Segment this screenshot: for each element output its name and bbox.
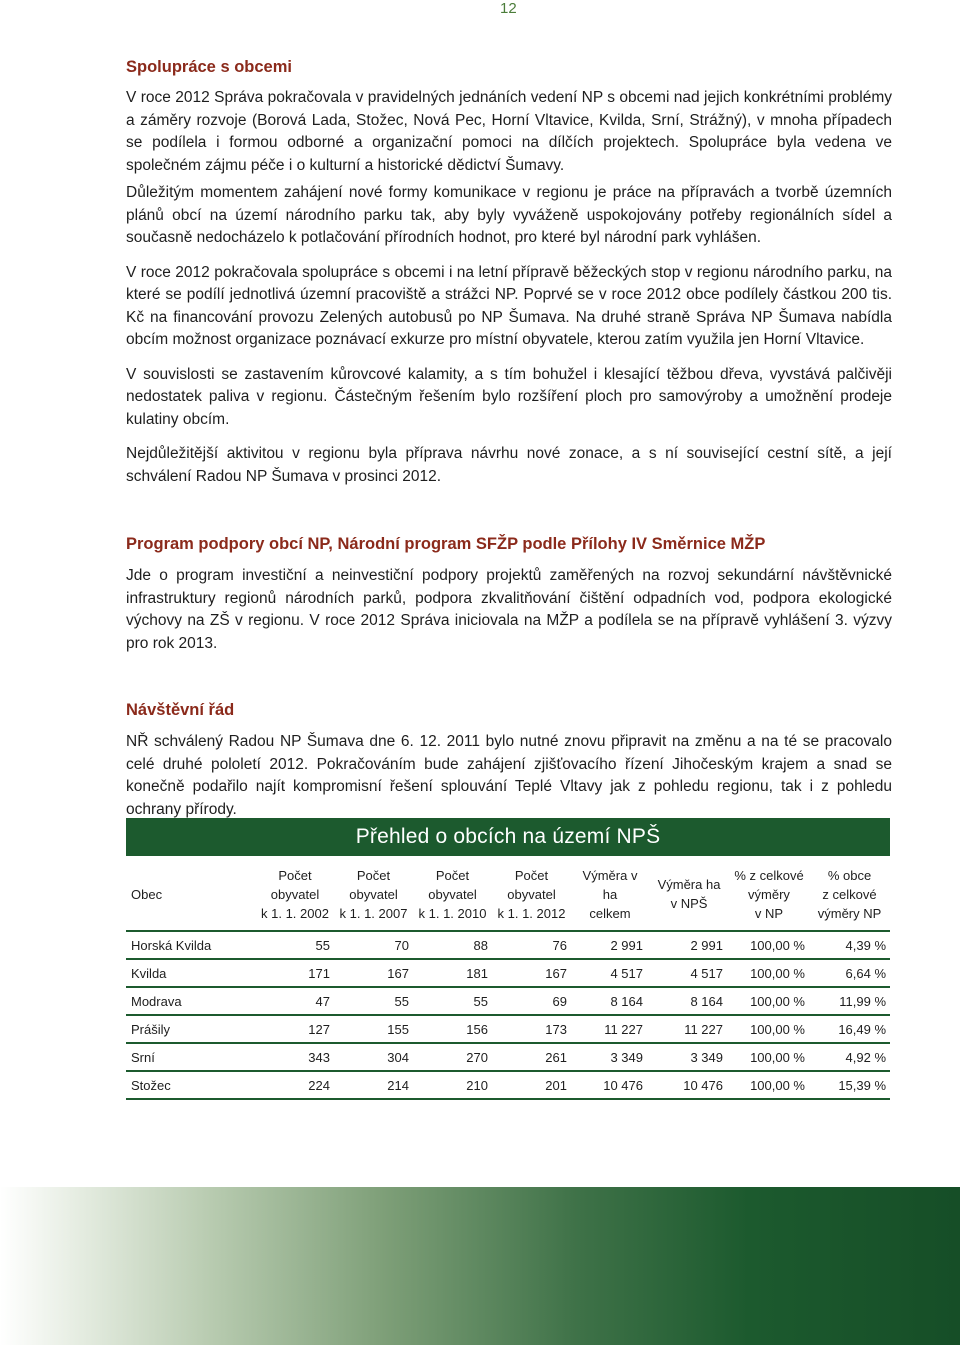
- footer-gradient-band: [0, 1187, 960, 1345]
- header-line: obyvatel: [507, 886, 556, 902]
- cell-area-nps: 10 476: [649, 1071, 729, 1099]
- header-line: Počet: [435, 867, 470, 883]
- municipalities-table-container: [126, 818, 890, 1093]
- header-pop-2010: [413, 857, 492, 931]
- header-line: obyvatel: [270, 886, 320, 902]
- cell-pop-2010: 156: [413, 1015, 492, 1043]
- cell-pop-2012: 201: [492, 1071, 571, 1099]
- cell-area-nps: 3 349: [649, 1043, 729, 1071]
- header-line: k 1. 1. 2010: [418, 905, 487, 921]
- cooperation-paragraph: Důležitým momentem zahájení nové formy komunikace v regionu je práce na přípravách a tvorbě územních plánů obcí na území národního parku tak, aby byly vyváženě uspokojovány potřeby regionálních sídel a současně nedocházelo k potlačování přírodních hodnot, pro které byl národní park vyhlášen.: [126, 184, 892, 246]
- table-row: [126, 1043, 890, 1071]
- cell-area-total: 3 349: [571, 1043, 649, 1071]
- cell-pop-2002: 127: [256, 1015, 334, 1043]
- section-title-program: Program podpory obcí NP, Národní program SFŽP podle Přílohy IV Směrnice MŽP: [126, 535, 766, 553]
- cell-area-nps: 2 991: [649, 931, 729, 959]
- header-line: Počet: [356, 867, 391, 883]
- header-pop-2012: [492, 857, 571, 931]
- cell-pct-area: 100,00 %: [729, 1071, 809, 1099]
- cell-area-nps: 11 227: [649, 1015, 729, 1043]
- cell-pop-2002: 47: [256, 987, 334, 1015]
- header-line: Počet: [514, 867, 549, 883]
- cell-pop-2012: 69: [492, 987, 571, 1015]
- header-pct-np: [809, 857, 890, 931]
- table-row: [126, 1071, 890, 1099]
- cell-pop-2012: 167: [492, 959, 571, 987]
- cell-area-total: 11 227: [571, 1015, 649, 1043]
- cell-pct-np: 16,49 %: [809, 1015, 890, 1043]
- table-row: [126, 987, 890, 1015]
- cell-pop-2007: 214: [334, 1071, 413, 1099]
- cell-pct-np: 4,92 %: [809, 1043, 890, 1071]
- cell-pop-2007: 70: [334, 931, 413, 959]
- cell-obec: Modrava: [126, 987, 256, 1015]
- cell-pct-area: 100,00 %: [729, 987, 809, 1015]
- header-line: výměry: [748, 886, 790, 902]
- cell-obec: Stožec: [126, 1071, 256, 1099]
- cell-pop-2002: 55: [256, 931, 334, 959]
- cell-pop-2007: 55: [334, 987, 413, 1015]
- cell-pct-area: 100,00 %: [729, 1015, 809, 1043]
- cell-pop-2012: 76: [492, 931, 571, 959]
- cell-obec: Prášily: [126, 1015, 256, 1043]
- header-pct-area: [729, 857, 809, 931]
- section-title-cooperation: Spolupráce s obcemi: [126, 58, 292, 76]
- cell-pct-area: 100,00 %: [729, 931, 809, 959]
- header-area-total: [571, 857, 649, 931]
- header-line: v NP: [754, 905, 784, 921]
- cell-obec: Kvilda: [126, 959, 256, 987]
- header-line: Počet: [278, 867, 312, 883]
- header-line: k 1. 1. 2012: [497, 905, 566, 921]
- cell-pct-area: 100,00 %: [729, 1043, 809, 1071]
- cell-pct-np: 15,39 %: [809, 1071, 890, 1099]
- cell-pop-2010: 88: [413, 931, 492, 959]
- cell-pop-2007: 304: [334, 1043, 413, 1071]
- cell-area-total: 2 991: [571, 931, 649, 959]
- cell-pop-2012: 173: [492, 1015, 571, 1043]
- cell-area-total: 4 517: [571, 959, 649, 987]
- cell-pct-np: 11,99 %: [809, 987, 890, 1015]
- main-content: [126, 58, 892, 821]
- cell-pop-2012: 261: [492, 1043, 571, 1071]
- header-obec: Obec: [126, 857, 256, 931]
- table-row: [126, 1015, 890, 1043]
- cell-pct-np: 6,64 %: [809, 959, 890, 987]
- page-number: 12: [500, 0, 517, 17]
- header-pop-2007: [334, 857, 413, 931]
- header-line: k 1. 1. 2002: [261, 905, 329, 921]
- header-line: v NPŠ: [670, 896, 708, 911]
- cell-pct-np: 4,39 %: [809, 931, 890, 959]
- cell-obec: Srní: [126, 1043, 256, 1071]
- cooperation-paragraph: V roce 2012 Správa pokračovala v pravidelných jednáních vedení NP s obcemi nad jejich konkrétními problémy a záměry rozvoje (Borová Lada, Stožec, Nová Pec, Horní Vltavice, Kvilda, Srní, Strážný), v mnoha případech se podílela i formou odborné a organizační pomoci na dílčích projektech. Spolupráce byla vedena ve společném zájmu péče i o kulturní a historické dědictví Šumavy.: [126, 89, 892, 174]
- table-row: [126, 959, 890, 987]
- visit-rules-paragraph: NŘ schválený Radou NP Šumava dne 6. 12. 2011 bylo nutné znovu připravit na změnu a na té se pracovalo celé druhé pololetí 2012. Pokračováním bude zahájení zjišťovacího řízení Jihočeským krajem a snad se konečně podařilo najít kompromisní řešení splouvání Teplé Vltavy jak z pohledu regionu, tak i z pohledu ochrany přírody.: [126, 733, 892, 818]
- header-line: % z celkové: [734, 867, 804, 883]
- header-line: celkem: [589, 905, 631, 921]
- header-line: % obce: [827, 867, 872, 883]
- cell-pop-2007: 155: [334, 1015, 413, 1043]
- cell-pop-2007: 167: [334, 959, 413, 987]
- cell-obec: Horská Kvilda: [126, 931, 256, 959]
- section-title-visit-rules: Návštěvní řád: [126, 701, 235, 719]
- cooperation-paragraph: V souvislosti se zastavením kůrovcové kalamity, a s tím bohužel i klesající těžbou dřeva, vyvstává palčivěji nedostatek paliva v regionu. Částečným řešením bylo rozšíření ploch pro samovýroby a umožnění prodeje kulatiny obcím.: [126, 365, 892, 428]
- cell-pop-2002: 171: [256, 959, 334, 987]
- cell-pop-2002: 224: [256, 1071, 334, 1099]
- table-row: [126, 931, 890, 959]
- header-line: obyvatel: [428, 886, 477, 902]
- municipalities-table: [126, 818, 890, 1100]
- cell-pct-area: 100,00 %: [729, 959, 809, 987]
- cell-pop-2010: 210: [413, 1071, 492, 1099]
- header-line: Výměra ha: [657, 877, 721, 892]
- cell-pop-2002: 343: [256, 1043, 334, 1071]
- cell-area-nps: 8 164: [649, 987, 729, 1015]
- header-line: z celkové: [822, 886, 877, 902]
- cooperation-paragraph: V roce 2012 pokračovala spolupráce s obcemi i na letní přípravě běžeckých stop v regionu národního parku, na které se podílí jednotlivá územní pracoviště a strážci NP. Poprvé se v roce 2012 obce podílely částkou 200 tis. Kč na financování provozu Zelených autobusů po NP Šumava. Na druhé straně Správa NP Šumava nabídla obcím možnost organizace poznávací exkurze pro místní obyvatele, kterou zatím využila jen Horní Vltavice.: [126, 263, 892, 348]
- cell-area-total: 8 164: [571, 987, 649, 1015]
- header-pop-2002: [256, 857, 334, 931]
- header-area-nps: [649, 857, 729, 931]
- header-line: obyvatel: [349, 886, 398, 902]
- cell-pop-2010: 270: [413, 1043, 492, 1071]
- cell-area-nps: 4 517: [649, 959, 729, 987]
- header-line: Výměra v ha: [582, 867, 638, 902]
- table-header-row: [126, 857, 890, 931]
- cell-pop-2010: 55: [413, 987, 492, 1015]
- cooperation-paragraph: Nejdůležitější aktivitou v regionu byla příprava návrhu nové zonace, a s ní související cestní sítě, a její schválení Radou NP Šumava v prosinci 2012.: [126, 445, 892, 485]
- cell-pop-2010: 181: [413, 959, 492, 987]
- table-title: Přehled o obcích na území NPŠ: [126, 818, 890, 857]
- program-paragraph: Jde o program investiční a neinvestiční podpory projektů zaměřených na rozvoj sekundární návštěvnické infrastruktury regionů národních parků, podpora zkvalitňování čištění odpadních vod, podpora ekologické výchovy na ZŠ v regionu. V roce 2012 Správa iniciovala na MŽP a podílela se na přípravě vyhlášení 3. výzvy pro rok 2013.: [126, 567, 892, 652]
- cell-area-total: 10 476: [571, 1071, 649, 1099]
- header-line: k 1. 1. 2007: [339, 905, 408, 921]
- header-line: výměry NP: [817, 905, 882, 921]
